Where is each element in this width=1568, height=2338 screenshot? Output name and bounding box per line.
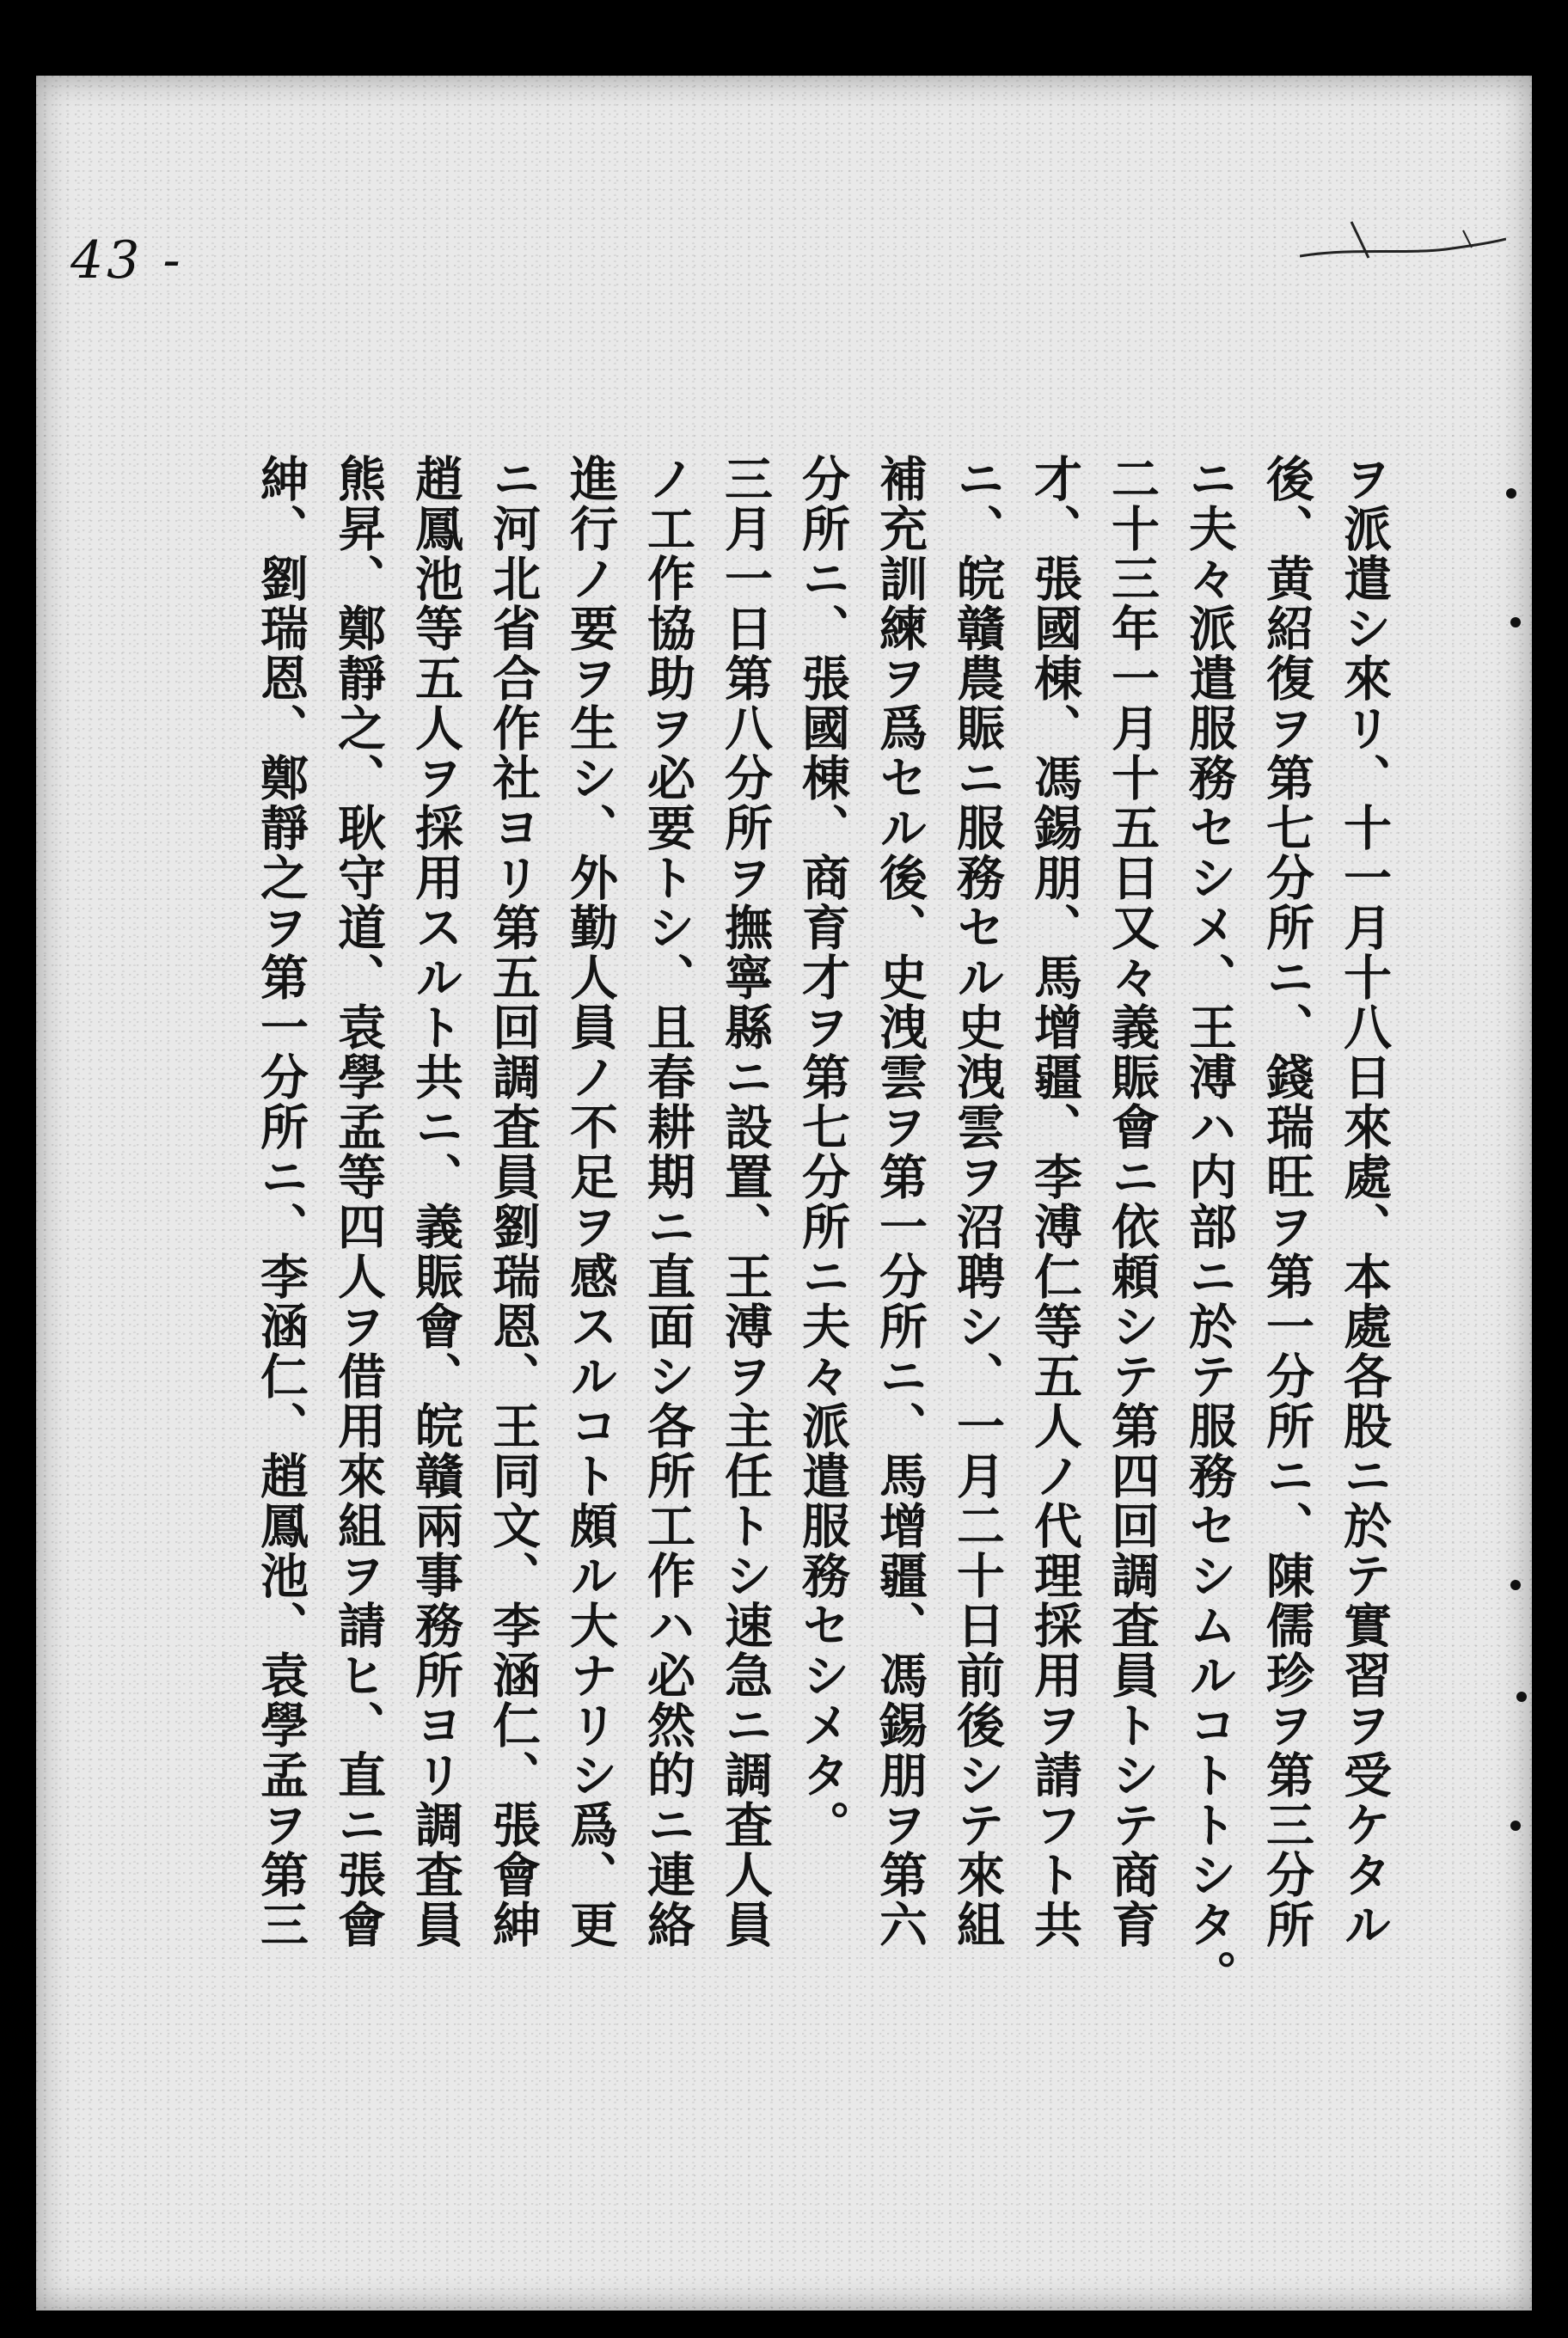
- corner-scratch-mark: [1300, 205, 1506, 282]
- text-column-12: ニ河北省合作社ヨリ第五回調査員劉瑞恩、王同文、李涵仁、張會紳: [485, 454, 542, 1949]
- page-number: [70, 230, 184, 291]
- vertical-text-body: [182, 454, 1403, 2173]
- page-speck: [1506, 488, 1516, 499]
- text-column-13: 趙鳳池等五人ヲ採用スルト共ニ、義賑會、皖贛兩事務所ヨリ調査員: [407, 454, 464, 1949]
- text-column-6: ニ、皖贛農賑ニ服務セル史洩雲ヲ沼聘シ、一月二十日前後シテ來組: [949, 454, 1006, 1949]
- text-column-15: 紳、劉瑞恩、鄭靜之ヲ第一分所ニ、李涵仁、趙鳳池、袁學孟ヲ第三: [253, 454, 309, 1949]
- text-column-4: 二十三年一月十五日又々義賑會ニ依頼シテ第四回調査員トシテ商育: [1104, 454, 1161, 1949]
- text-column-11: 進行ノ要ヲ生シ、外勤人員ノ不足ヲ感スルコト頗ル大ナリシ爲、更: [562, 454, 619, 1949]
- page-speck: [1516, 1692, 1527, 1702]
- page-speck: [1510, 617, 1521, 627]
- text-column-1: ヲ派遣シ來リ、十一月十八日來處、本處各股ニ於テ實習ヲ受ケタル: [1336, 454, 1393, 1949]
- text-column-7: 補充訓練ヲ爲セル後、史洩雲ヲ第一分所ニ、馬增疆、馮錫朋ヲ第六: [872, 454, 928, 1949]
- text-column-9: 三月一日第八分所ヲ撫寧縣ニ設置、王溥ヲ主任トシ速急ニ調査人員: [717, 454, 774, 1949]
- text-column-14: 熊昇、鄭靜之、耿守道、袁學孟等四人ヲ借用來組ヲ請ヒ、直ニ張會: [330, 454, 387, 1949]
- page-speck: [1510, 1580, 1521, 1590]
- text-column-5: 才、張國棟、馮錫朋、馬增疆、李溥仁等五人ノ代理採用ヲ請フト共: [1026, 454, 1083, 1949]
- text-column-2: 後、黄紹復ヲ第七分所ニ、錢瑞旺ヲ第一分所ニ、陳儒珍ヲ第三分所: [1259, 454, 1315, 1949]
- text-column-3: ニ夫々派遣服務セシメ、王溥ハ内部ニ於テ服務セシムルコトトシタ。: [1181, 454, 1238, 1999]
- text-column-10: ノ工作協助ヲ必要トシ、且春耕期ニ直面シ各所工作ハ必然的ニ連絡: [640, 454, 696, 1949]
- document-page: [36, 76, 1532, 2310]
- text-column-8: 分所ニ、張國棟、商育才ヲ第七分所ニ夫々派遣服務セシメタ。: [794, 454, 851, 1850]
- page-number-dash: -: [143, 230, 184, 291]
- page-number-text: 43: [70, 230, 144, 291]
- page-speck: [1510, 1821, 1521, 1831]
